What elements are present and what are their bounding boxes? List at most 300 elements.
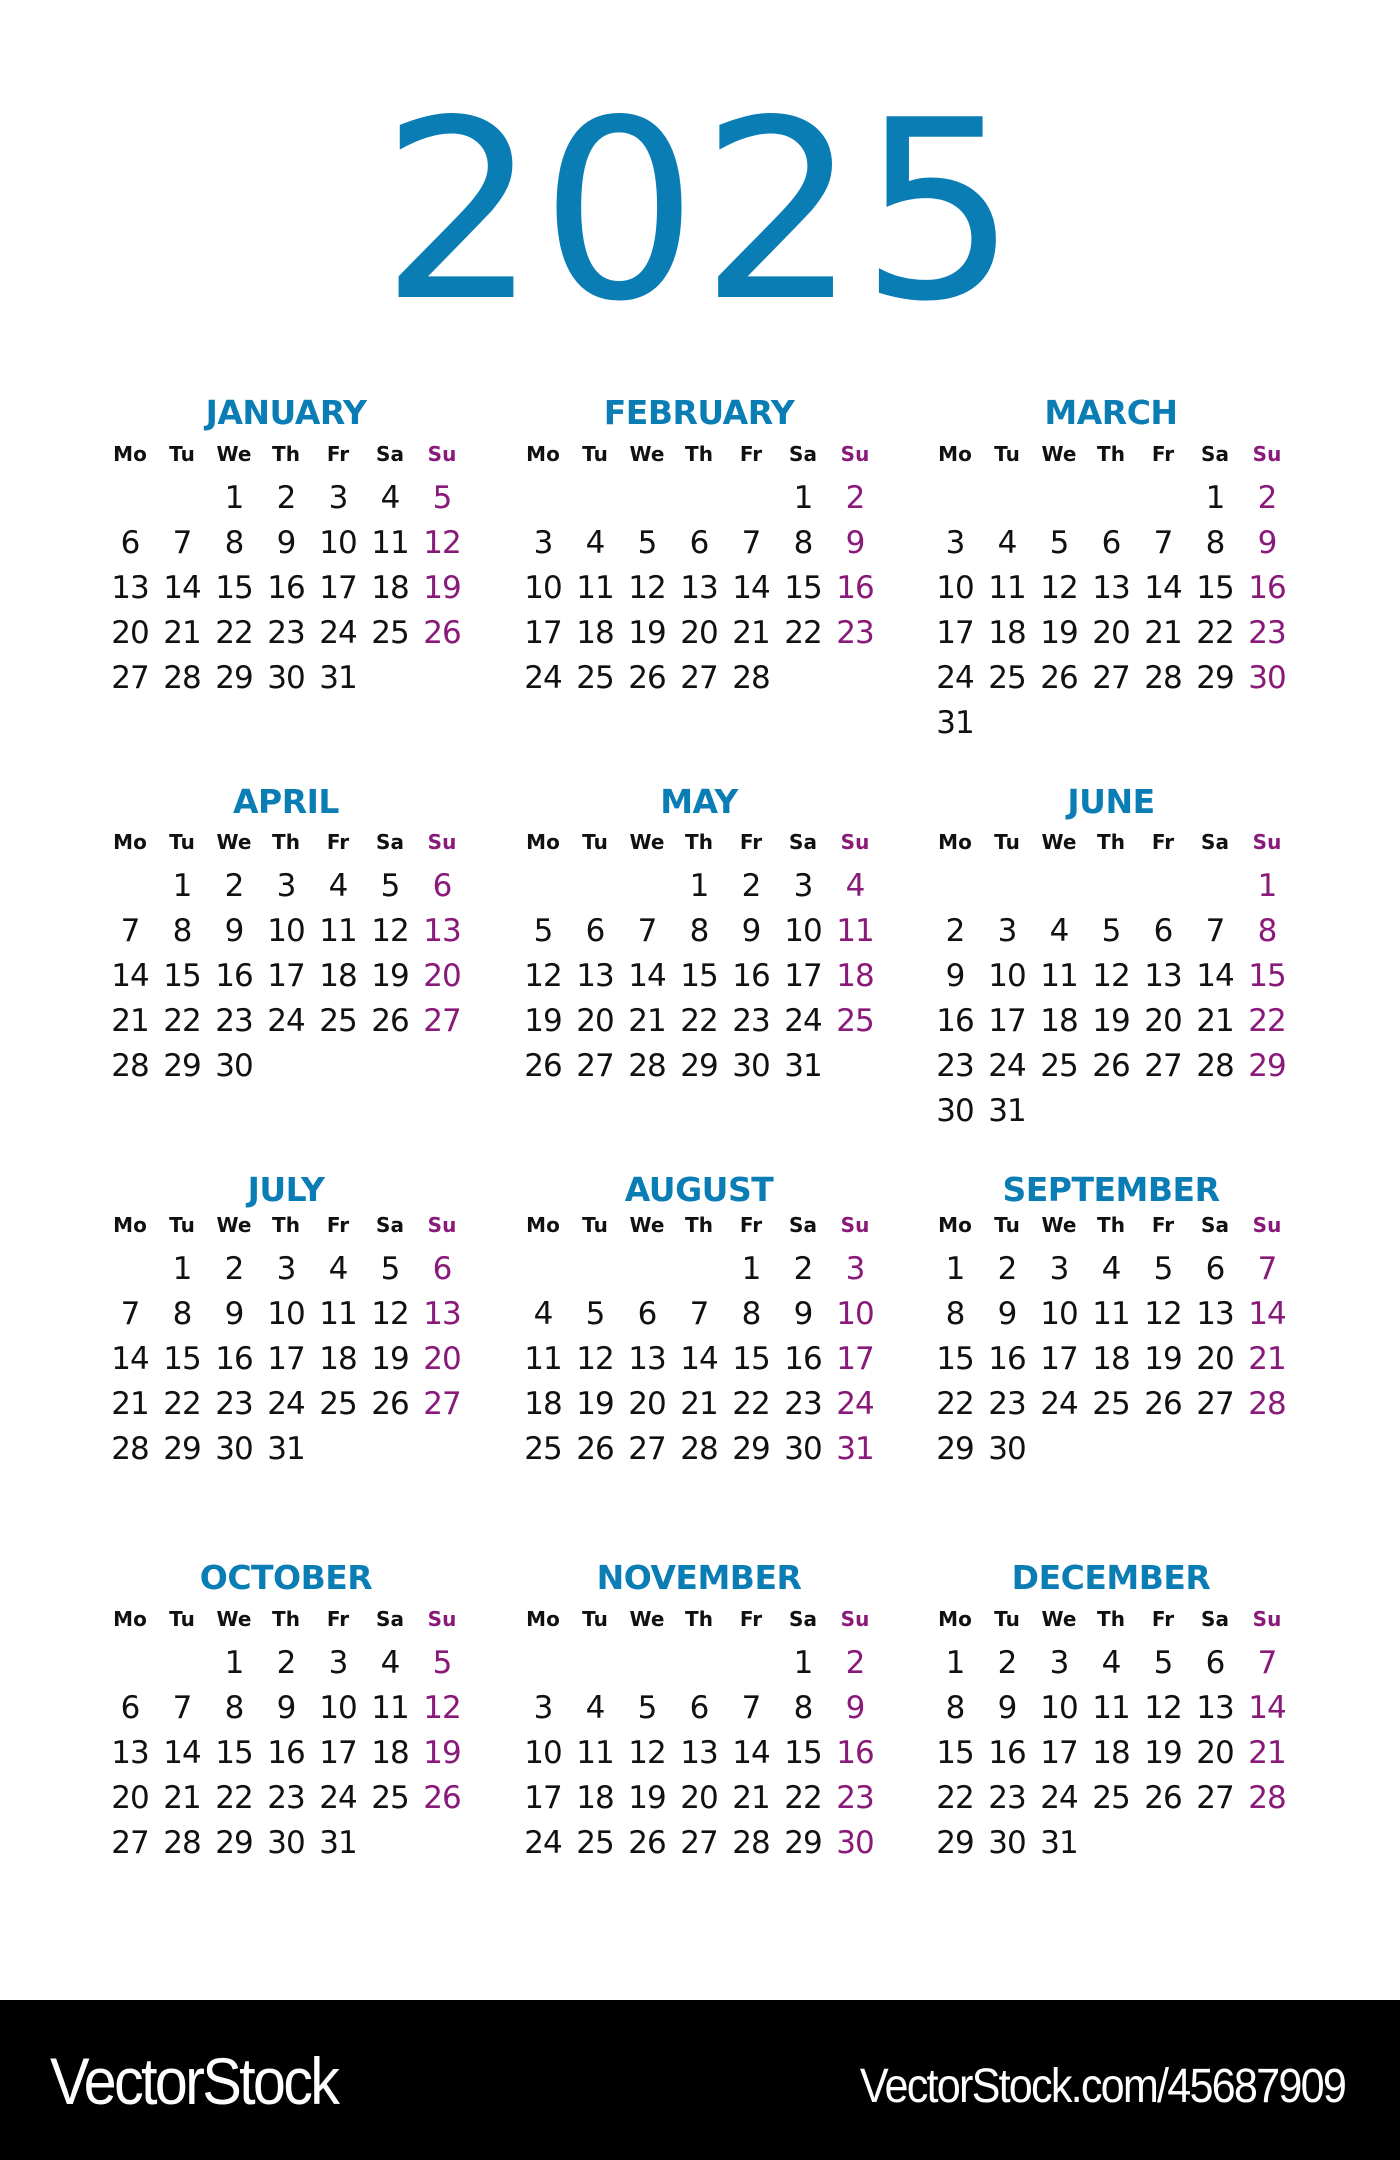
day-cell: 28 (732, 1825, 770, 1861)
weekday-label: We (629, 442, 665, 466)
day-cell: 29 (215, 660, 253, 696)
week-row (929, 866, 1293, 906)
day-cell: 11 (836, 913, 874, 949)
weekday-label: Su (840, 830, 870, 854)
week-row (104, 1733, 468, 1773)
weekday-label: Mo (938, 1213, 972, 1237)
day-cell: 5 (432, 1645, 452, 1681)
day-cell: 23 (784, 1386, 822, 1422)
day-cell: 26 (524, 1048, 562, 1084)
weekday-label: Tu (994, 1213, 1020, 1237)
day-cell: 16 (215, 958, 253, 994)
day-cell: 17 (524, 1780, 562, 1816)
empty-day-cell (929, 478, 981, 518)
weekday-header (104, 434, 468, 474)
week-row (929, 1733, 1293, 1773)
day-cell: 8 (172, 1296, 192, 1332)
day-cell: 2 (224, 868, 244, 904)
week-row (104, 1339, 468, 1379)
day-cell: 24 (319, 1780, 357, 1816)
week-row (517, 1046, 881, 1086)
week-row (929, 1643, 1293, 1683)
weekday-label: Su (1252, 1607, 1282, 1631)
day-cell: 2 (741, 868, 761, 904)
day-cell: 31 (1040, 1825, 1078, 1861)
day-cell: 17 (988, 1003, 1026, 1039)
day-cell: 16 (988, 1341, 1026, 1377)
day-cell: 21 (1144, 615, 1182, 651)
day-cell: 3 (328, 1645, 348, 1681)
weekday-label: Th (685, 1213, 713, 1237)
day-cell: 21 (163, 615, 201, 651)
day-cell: 19 (1144, 1341, 1182, 1377)
day-cell: 18 (319, 958, 357, 994)
day-cell: 1 (172, 868, 192, 904)
weekday-label: Th (685, 830, 713, 854)
day-cell: 9 (276, 1690, 296, 1726)
weekday-label: Tu (994, 442, 1020, 466)
day-cell: 13 (680, 1735, 718, 1771)
day-cell: 13 (680, 570, 718, 606)
weekday-label: We (216, 830, 252, 854)
day-cell: 11 (1040, 958, 1078, 994)
day-cell: 30 (988, 1825, 1026, 1861)
weekday-label: Sa (1201, 830, 1229, 854)
day-cell: 8 (172, 913, 192, 949)
weekday-header (929, 1205, 1293, 1245)
month-title: FEBRUARY (603, 393, 795, 432)
day-cell: 22 (784, 615, 822, 651)
weekday-label: Tu (169, 442, 195, 466)
weekday-header (929, 1599, 1293, 1639)
day-cell: 7 (172, 525, 192, 561)
day-cell: 3 (845, 1251, 865, 1287)
day-cell: 11 (1092, 1296, 1130, 1332)
day-cell: 6 (432, 1251, 452, 1287)
day-cell: 22 (163, 1386, 201, 1422)
day-cell: 23 (836, 1780, 874, 1816)
day-cell: 19 (423, 570, 461, 606)
day-cell: 4 (328, 1251, 348, 1287)
day-cell: 10 (319, 525, 357, 561)
day-cell: 9 (845, 525, 865, 561)
weekday-label: Sa (1201, 1607, 1229, 1631)
weekday-label: Mo (526, 442, 560, 466)
day-cell: 29 (680, 1048, 718, 1084)
day-cell: 15 (163, 958, 201, 994)
day-cell: 22 (1196, 615, 1234, 651)
month-title: JUNE (1067, 782, 1155, 821)
weekday-label: Mo (526, 1213, 560, 1237)
weekday-label: Mo (938, 442, 972, 466)
day-cell: 7 (172, 1690, 192, 1726)
day-cell: 9 (793, 1296, 813, 1332)
empty-day-cell (777, 658, 829, 698)
empty-day-cell (673, 478, 725, 518)
day-cell: 23 (988, 1780, 1026, 1816)
day-cell: 10 (524, 570, 562, 606)
week-row (929, 523, 1293, 563)
empty-day-cell (1241, 1429, 1293, 1469)
weekday-header (517, 1205, 881, 1245)
day-cell: 30 (784, 1431, 822, 1467)
day-cell: 1 (741, 1251, 761, 1287)
day-cell: 7 (1257, 1251, 1277, 1287)
month-title: SEPTEMBER (1002, 1170, 1220, 1209)
day-cell: 23 (267, 615, 305, 651)
empty-day-cell (1137, 703, 1189, 743)
week-row (517, 613, 881, 653)
day-cell: 22 (732, 1386, 770, 1422)
week-row (517, 1733, 881, 1773)
day-cell: 13 (576, 958, 614, 994)
day-cell: 24 (267, 1003, 305, 1039)
day-cell: 16 (836, 1735, 874, 1771)
empty-day-cell (569, 478, 621, 518)
day-cell: 10 (936, 570, 974, 606)
day-cell: 11 (371, 1690, 409, 1726)
day-cell: 15 (936, 1341, 974, 1377)
weekday-label: Sa (376, 830, 404, 854)
day-cell: 6 (432, 868, 452, 904)
day-cell: 19 (371, 958, 409, 994)
week-row (104, 658, 468, 698)
day-cell: 12 (1144, 1690, 1182, 1726)
empty-day-cell (1085, 1091, 1137, 1131)
day-cell: 17 (524, 615, 562, 651)
day-cell: 25 (836, 1003, 874, 1039)
day-cell: 25 (1040, 1048, 1078, 1084)
week-row (104, 1429, 468, 1469)
day-cell: 1 (793, 1645, 813, 1681)
weekday-label: Tu (994, 830, 1020, 854)
day-cell: 11 (1092, 1690, 1130, 1726)
day-cell: 16 (988, 1735, 1026, 1771)
day-cell: 1 (945, 1645, 965, 1681)
week-row (517, 956, 881, 996)
day-cell: 24 (836, 1386, 874, 1422)
week-row (929, 911, 1293, 951)
empty-day-cell (517, 1643, 569, 1683)
week-row (517, 658, 881, 698)
day-cell: 1 (793, 480, 813, 516)
weekday-label: Mo (938, 1607, 972, 1631)
day-cell: 15 (163, 1341, 201, 1377)
day-cell: 6 (637, 1296, 657, 1332)
weekday-label: We (1041, 830, 1077, 854)
day-cell: 31 (836, 1431, 874, 1467)
day-cell: 30 (267, 1825, 305, 1861)
day-cell: 12 (576, 1341, 614, 1377)
day-cell: 4 (533, 1296, 553, 1332)
week-row (517, 1643, 881, 1683)
day-cell: 5 (380, 1251, 400, 1287)
day-cell: 27 (111, 1825, 149, 1861)
day-cell: 1 (224, 480, 244, 516)
weekday-label: Tu (994, 1607, 1020, 1631)
weekday-label: We (216, 442, 252, 466)
empty-day-cell (104, 866, 156, 906)
day-cell: 2 (997, 1251, 1017, 1287)
day-cell: 22 (680, 1003, 718, 1039)
weekday-label: Su (427, 442, 457, 466)
empty-day-cell (364, 1429, 416, 1469)
weekday-label: Tu (169, 1213, 195, 1237)
day-cell: 26 (1040, 660, 1078, 696)
day-cell: 18 (371, 570, 409, 606)
empty-day-cell (981, 703, 1033, 743)
weekday-label: Fr (326, 830, 350, 854)
day-cell: 20 (576, 1003, 614, 1039)
empty-day-cell (416, 1823, 468, 1863)
day-cell: 12 (371, 1296, 409, 1332)
weekday-label: We (216, 1607, 252, 1631)
day-cell: 4 (845, 868, 865, 904)
day-cell: 29 (936, 1825, 974, 1861)
day-cell: 10 (1040, 1690, 1078, 1726)
day-cell: 27 (1144, 1048, 1182, 1084)
month-title: JULY (247, 1170, 325, 1209)
day-cell: 8 (1257, 913, 1277, 949)
week-row (517, 1249, 881, 1289)
day-cell: 6 (1101, 525, 1121, 561)
day-cell: 10 (267, 1296, 305, 1332)
empty-day-cell (104, 478, 156, 518)
day-cell: 19 (1040, 615, 1078, 651)
day-cell: 16 (732, 958, 770, 994)
day-cell: 28 (732, 660, 770, 696)
weekday-header (104, 822, 468, 862)
day-cell: 8 (945, 1690, 965, 1726)
day-cell: 24 (267, 1386, 305, 1422)
empty-day-cell (104, 1643, 156, 1683)
day-cell: 18 (371, 1735, 409, 1771)
day-cell: 6 (689, 525, 709, 561)
day-cell: 31 (319, 660, 357, 696)
day-cell: 17 (936, 615, 974, 651)
weekday-label: Mo (526, 830, 560, 854)
empty-day-cell (1189, 866, 1241, 906)
month-title: DECEMBER (1011, 1558, 1211, 1597)
day-cell: 10 (988, 958, 1026, 994)
day-cell: 2 (845, 480, 865, 516)
empty-day-cell (104, 1249, 156, 1289)
day-cell: 3 (997, 913, 1017, 949)
week-row (929, 1429, 1293, 1469)
day-cell: 8 (793, 1690, 813, 1726)
day-cell: 6 (689, 1690, 709, 1726)
week-row (929, 478, 1293, 518)
day-cell: 21 (111, 1386, 149, 1422)
day-cell: 21 (732, 615, 770, 651)
weekday-header (517, 822, 881, 862)
day-cell: 9 (276, 525, 296, 561)
day-cell: 21 (1196, 1003, 1234, 1039)
weekday-label: Mo (526, 1607, 560, 1631)
day-cell: 3 (276, 1251, 296, 1287)
day-cell: 21 (163, 1780, 201, 1816)
year-title: 2025 (380, 68, 1020, 356)
day-cell: 2 (997, 1645, 1017, 1681)
day-cell: 4 (585, 525, 605, 561)
day-cell: 10 (319, 1690, 357, 1726)
day-cell: 5 (585, 1296, 605, 1332)
empty-day-cell (416, 1046, 468, 1086)
weekday-label: Th (685, 442, 713, 466)
day-cell: 28 (163, 660, 201, 696)
weekday-label: Tu (169, 1607, 195, 1631)
weekday-label: Mo (113, 1607, 147, 1631)
empty-day-cell (981, 866, 1033, 906)
weekday-label: Fr (326, 442, 350, 466)
empty-day-cell (725, 478, 777, 518)
week-row (517, 866, 881, 906)
day-cell: 20 (111, 1780, 149, 1816)
day-cell: 23 (1248, 615, 1286, 651)
day-cell: 7 (1257, 1645, 1277, 1681)
weekday-label: Fr (1151, 1213, 1175, 1237)
day-cell: 29 (1196, 660, 1234, 696)
day-cell: 6 (1205, 1251, 1225, 1287)
week-row (517, 523, 881, 563)
day-cell: 30 (267, 660, 305, 696)
day-cell: 26 (1092, 1048, 1130, 1084)
day-cell: 3 (945, 525, 965, 561)
day-cell: 3 (533, 525, 553, 561)
brand-logo-text: VectorStock (50, 2044, 338, 2118)
weekday-label: We (629, 1213, 665, 1237)
day-cell: 19 (628, 1780, 666, 1816)
day-cell: 3 (1049, 1251, 1069, 1287)
week-row (929, 1091, 1293, 1131)
day-cell: 12 (1144, 1296, 1182, 1332)
empty-day-cell (621, 478, 673, 518)
day-cell: 16 (784, 1341, 822, 1377)
day-cell: 5 (1049, 525, 1069, 561)
day-cell: 22 (936, 1386, 974, 1422)
week-row (929, 703, 1293, 743)
weekday-label: Sa (789, 442, 817, 466)
month-title: NOVEMBER (596, 1558, 802, 1597)
day-cell: 15 (784, 1735, 822, 1771)
weekday-label: Tu (582, 442, 608, 466)
day-cell: 2 (793, 1251, 813, 1287)
empty-day-cell (829, 658, 881, 698)
day-cell: 27 (1196, 1386, 1234, 1422)
day-cell: 31 (936, 705, 974, 741)
weekday-label: Sa (789, 1607, 817, 1631)
week-row (929, 1249, 1293, 1289)
empty-day-cell (517, 1249, 569, 1289)
day-cell: 14 (1248, 1690, 1286, 1726)
week-row (517, 1294, 881, 1334)
day-cell: 24 (936, 660, 974, 696)
day-cell: 25 (576, 1825, 614, 1861)
day-cell: 18 (576, 615, 614, 651)
day-cell: 25 (576, 660, 614, 696)
day-cell: 6 (1205, 1645, 1225, 1681)
day-cell: 25 (319, 1386, 357, 1422)
day-cell: 5 (1153, 1251, 1173, 1287)
day-cell: 4 (585, 1690, 605, 1726)
day-cell: 16 (1248, 570, 1286, 606)
empty-day-cell (416, 658, 468, 698)
day-cell: 12 (628, 570, 666, 606)
week-row (517, 568, 881, 608)
day-cell: 3 (793, 868, 813, 904)
weekday-label: Th (1097, 1213, 1125, 1237)
day-cell: 21 (628, 1003, 666, 1039)
week-row (517, 1688, 881, 1728)
day-cell: 29 (215, 1825, 253, 1861)
day-cell: 27 (423, 1386, 461, 1422)
day-cell: 18 (836, 958, 874, 994)
day-cell: 22 (784, 1780, 822, 1816)
day-cell: 12 (371, 913, 409, 949)
weekday-label: Sa (789, 1213, 817, 1237)
day-cell: 8 (793, 525, 813, 561)
empty-day-cell (929, 866, 981, 906)
weekday-label: Tu (169, 830, 195, 854)
week-row (104, 613, 468, 653)
day-cell: 30 (836, 1825, 874, 1861)
day-cell: 26 (371, 1386, 409, 1422)
weekday-label: Su (1252, 830, 1282, 854)
day-cell: 24 (1040, 1386, 1078, 1422)
weekday-label: We (1041, 1213, 1077, 1237)
weekday-label: Th (272, 1213, 300, 1237)
day-cell: 19 (524, 1003, 562, 1039)
empty-day-cell (1189, 703, 1241, 743)
empty-day-cell (621, 1249, 673, 1289)
day-cell: 19 (1092, 1003, 1130, 1039)
day-cell: 26 (576, 1431, 614, 1467)
day-cell: 8 (741, 1296, 761, 1332)
empty-day-cell (517, 478, 569, 518)
day-cell: 9 (224, 913, 244, 949)
day-cell: 31 (988, 1093, 1026, 1129)
day-cell: 20 (680, 1780, 718, 1816)
day-cell: 22 (936, 1780, 974, 1816)
empty-day-cell (156, 1643, 208, 1683)
day-cell: 4 (328, 868, 348, 904)
day-cell: 12 (1040, 570, 1078, 606)
week-row (929, 1778, 1293, 1818)
week-row (929, 1294, 1293, 1334)
day-cell: 25 (1092, 1386, 1130, 1422)
day-cell: 20 (423, 1341, 461, 1377)
day-cell: 8 (945, 1296, 965, 1332)
empty-day-cell (1137, 866, 1189, 906)
day-cell: 8 (224, 525, 244, 561)
empty-day-cell (1137, 1429, 1189, 1469)
day-cell: 11 (576, 1735, 614, 1771)
day-cell: 28 (680, 1431, 718, 1467)
day-cell: 5 (1153, 1645, 1173, 1681)
day-cell: 1 (172, 1251, 192, 1287)
week-row (929, 1823, 1293, 1863)
empty-day-cell (364, 658, 416, 698)
weekday-label: Su (427, 1607, 457, 1631)
weekday-label: Su (427, 1213, 457, 1237)
day-cell: 12 (524, 958, 562, 994)
day-cell: 5 (533, 913, 553, 949)
weekday-label: Th (1097, 1607, 1125, 1631)
week-row (929, 956, 1293, 996)
day-cell: 28 (1248, 1780, 1286, 1816)
day-cell: 1 (689, 868, 709, 904)
weekday-label: Su (1252, 1213, 1282, 1237)
